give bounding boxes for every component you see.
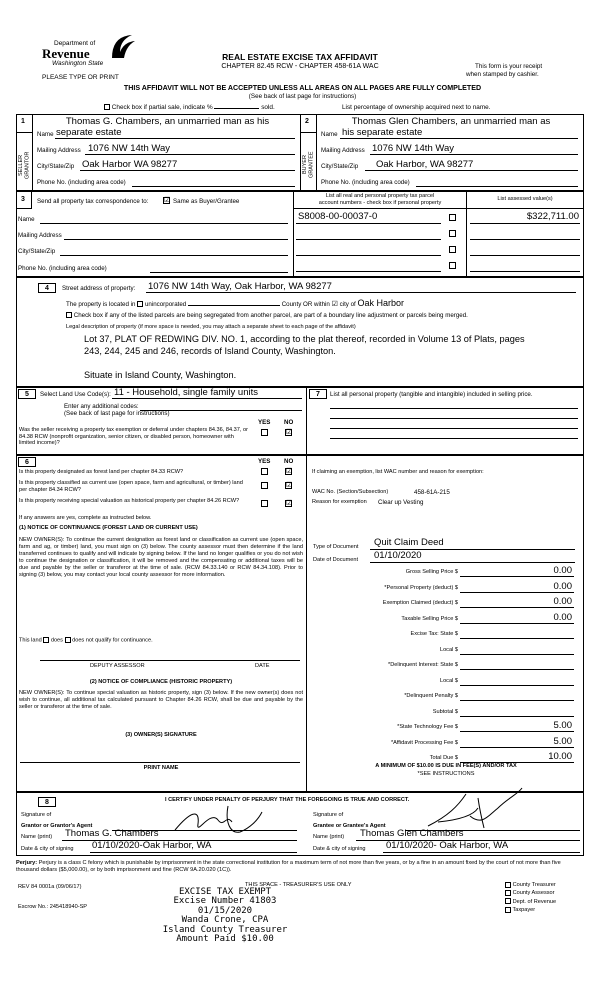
seller-city-value[interactable]: Oak Harbor WA 98277: [82, 159, 178, 170]
grantor-signature-icon: [170, 802, 265, 840]
parcel-number-1[interactable]: S8008-00-00037-0: [298, 211, 378, 222]
escrow-number: Escrow No.: 245418940-SP: [18, 904, 88, 910]
seller-name-line1: Thomas G. Chambers, an unmarried man as his: [65, 116, 270, 127]
stamp-line: Excise Number 41803: [173, 896, 277, 907]
reason-value[interactable]: Clear up Vesting: [378, 499, 424, 506]
sec6-question-2: Is this property classified as current use (open space, farm and agricultural, or timber) land per chapter 84.34 RCW?: [19, 480, 243, 493]
stamp-line: Island County Treasurer: [162, 924, 288, 935]
grantee-name-label: Name (print): [313, 834, 345, 840]
dept-line: Department of: [54, 40, 96, 47]
same-as-buyer-label: Same as Buyer/Grantee: [173, 198, 240, 205]
personal-property-checkbox-4[interactable]: [449, 262, 456, 269]
personal-property-label: List all personal property (tangible and intangible) included in selling price.: [330, 391, 533, 398]
gross-selling-price-value[interactable]: 0.00: [553, 565, 572, 576]
sec5-yes-checkbox[interactable]: [261, 429, 268, 436]
partial-sale: Check box if partial sale, indicate % sold.: [104, 104, 275, 112]
distribution-item: Taxpayer: [505, 906, 556, 914]
stamp-line: 01/15/2020: [197, 905, 253, 916]
legal-description-line2: 243, 244, 245 and 246, records of Island County, Washington.: [84, 346, 336, 356]
doc-date-value[interactable]: 01/10/2020: [374, 550, 422, 561]
distribution-item: County Assessor: [505, 889, 556, 897]
wac-label: WAC No. (Section/Subsection): [312, 489, 389, 495]
reason-label: Reason for exemption: [312, 499, 367, 505]
section-1-number: 1: [21, 118, 25, 125]
fee-row: *Delinquent Penalty $: [312, 688, 582, 704]
rev-number: REV 84 0001a (09/06/17): [18, 884, 82, 890]
fee-row: Gross Selling Price $ 0.00: [405, 565, 572, 576]
personal-property-checkbox-2[interactable]: [449, 230, 456, 237]
buyer-name-line1: Thomas Glen Chambers, an unmarried man as: [351, 116, 551, 127]
grantee-sig-label: Signature of: [313, 812, 344, 818]
grantee-agent-label: Grantee or Grantee's Agent: [313, 823, 386, 829]
grantee-name-value[interactable]: Thomas Glen Chambers: [360, 828, 464, 839]
distribution-item: County Treasurer: [505, 881, 556, 889]
sec6-no-header: NO: [284, 458, 294, 465]
certify-statement: I CERTIFY UNDER PENALTY OF PERJURY THAT THE FOREGOING IS TRUE AND CORRECT.: [165, 797, 410, 803]
correspondence-address-label: Mailing Address: [18, 232, 62, 239]
fee-row: Excise Tax: State $: [312, 626, 582, 642]
doc-type-value[interactable]: Quit Claim Deed: [374, 537, 444, 548]
legal-description-line3: Situate in Island County, Washington.: [84, 370, 237, 380]
state-line: Washington State: [52, 59, 104, 67]
any-answers-yes: If any answers are yes, complete as instructed below.: [19, 515, 152, 521]
please-type: PLEASE TYPE OR PRINT: [42, 74, 119, 81]
does-not-checkbox[interactable]: [65, 637, 71, 643]
form-chapter: CHAPTER 82.45 RCW - CHAPTER 458-61A WAC: [221, 63, 379, 70]
section-8-number: 8: [38, 797, 56, 807]
land-qualify: This land does does not qualify for continuance.: [19, 637, 153, 644]
unincorporated-checkbox[interactable]: [137, 301, 143, 307]
seller-city-label: City/State/Zip: [37, 163, 75, 170]
sec5-no-header: NO: [284, 419, 294, 426]
sec6-question-3: Is this property receiving special valuation as historical property per chapter 84.26 RCW?: [19, 498, 240, 504]
warning-line: THIS AFFIDAVIT WILL NOT BE ACCEPTED UNLESS ALL AREAS ON ALL PAGES ARE FULLY COMPLETED: [123, 84, 482, 92]
owner-signature-label: (3) OWNER(S) SIGNATURE: [125, 732, 197, 738]
grantee-date-value[interactable]: 01/10/2020- Oak Harbor, WA: [386, 840, 509, 851]
receipt-line1: This form is your receipt: [475, 63, 543, 70]
seller-address-value[interactable]: 1076 NW 14th Way: [88, 143, 171, 154]
property-location: The property is located in unincorporated County OR within ☑ city of Oak Harbor: [66, 298, 405, 308]
fee-row: Local $: [312, 673, 582, 689]
correspondence-city-label: City/State/Zip: [18, 248, 56, 255]
fee-row: Subtotal $: [312, 704, 582, 720]
sec6-q2-no-checkbox[interactable]: ☑: [286, 482, 293, 489]
additional-codes-label: Enter any additional codes:: [64, 403, 139, 410]
seller-name-line2[interactable]: separate estate: [56, 127, 122, 138]
street-address-label: Street address of property:: [62, 285, 136, 292]
city-checkbox[interactable]: ☑: [331, 301, 338, 308]
treasurer-use-only: THIS SPACE - TREASURER'S USE ONLY: [245, 882, 352, 888]
notice-2-text: NEW OWNER(S): To continue special valuation as historic property, sign (3) below. If the new owner(s) does not wish to continue, all additional tax calculated pursuant to Chapter 84.26 RCW, shall be due and payable by the seller or transferor at the time of sale.: [19, 690, 303, 710]
buyer-phone-label: Phone No. (including area code): [321, 179, 410, 186]
same-as-buyer-checkbox[interactable]: ☑: [164, 197, 171, 204]
fee-row: Exemption Claimed (deduct) $ 0.00: [382, 596, 572, 607]
dor-logo: [42, 40, 152, 68]
fee-row: Local $: [312, 642, 582, 658]
assessed-header: List assessed value(s): [497, 196, 553, 202]
fee-table: [312, 564, 582, 782]
fee-row: Taxable Selling Price $ 0.00: [401, 611, 572, 623]
ownership-note: List percentage of ownership acquired next to name.: [342, 104, 491, 111]
form-title: REAL ESTATE EXCISE TAX AFFIDAVIT: [222, 52, 378, 62]
sec6-q3-yes-checkbox[interactable]: [261, 500, 268, 507]
seller-address-label: Mailing Address: [37, 147, 81, 154]
section-3-number: 3: [21, 196, 25, 203]
sec5-no-checkbox[interactable]: ☑: [286, 429, 293, 436]
legal-description-line1: Lot 37, PLAT OF REDWING DIV. NO. 1, according to the plat thereof, recorded in Volume 13 of Plats, pages: [84, 334, 525, 344]
sec6-yes-header: YES: [258, 458, 271, 465]
seller-grantor-label: SELLER GRANTOR: [18, 151, 31, 179]
section-2-number: 2: [305, 118, 309, 125]
buyer-name-label: Name: [321, 131, 338, 138]
grantor-sig-label: Signature of: [21, 812, 52, 818]
sec6-q1-yes-checkbox[interactable]: [261, 468, 268, 475]
minimum-due: A MINIMUM OF $10.00 IS DUE IN FEE(S) AND/OR TAX: [375, 763, 517, 769]
does-checkbox[interactable]: [43, 637, 49, 643]
sec6-q3-no-checkbox[interactable]: ☑: [286, 500, 293, 507]
fee-row: *State Technology Fee $ 5.00: [397, 720, 572, 731]
see-instructions: *SEE INSTRUCTIONS: [417, 771, 475, 777]
assessed-value-1[interactable]: $322,711.00: [526, 211, 579, 222]
seller-name-label: Name: [37, 131, 54, 138]
deputy-date-label: DATE: [255, 663, 270, 669]
land-use-label: Select Land Use Code(s):: [40, 391, 111, 398]
treasurer-stamp: [150, 888, 300, 945]
state-technology-fee-value[interactable]: 5.00: [553, 720, 572, 731]
correspondence-phone-label: Phone No. (including area code): [18, 265, 107, 272]
buyer-address-label: Mailing Address: [321, 147, 365, 154]
grantor-name-label: Name (print): [21, 834, 53, 840]
fee-row: *Affidavit Processing Fee $ 5.00: [390, 735, 572, 747]
revenue-swoosh-icon: [108, 32, 138, 62]
grantor-name-value[interactable]: Thomas G. Chambers: [65, 828, 159, 839]
correspondence-name-label: Name: [18, 216, 35, 223]
doc-date-label: Date of Document: [313, 557, 359, 563]
grantor-date-value[interactable]: 01/10/2020-Oak Harbor, WA: [92, 840, 212, 851]
buyer-name-line2[interactable]: his separate estate: [342, 127, 423, 138]
sec6-q2-yes-checkbox[interactable]: [261, 482, 268, 489]
grantee-signature-icon: [418, 786, 528, 834]
sec6-q1-no-checkbox[interactable]: ☑: [286, 468, 293, 475]
buyer-city-label: City/State/Zip: [321, 163, 359, 170]
notice-1-text: NEW OWNER(S): To continue the current designation as forest land or classification as current use (open space, farm and ag, or timber) land, you must sign on (3) below. The county assessor must then determine if the land transferred continues to qualify and will indicate by signing below. If the land no longer qualifies or you do not wish to continue the designation or classification, it will be removed and the compensating or additional taxes will be due and payable by the seller or transferor at the time of sale. (RCW 84.33.140 or RCW 84.34.108). Prior to signing (3) below, you may contact your local county assessor for more information.: [19, 537, 303, 578]
personal-property-deduct-value[interactable]: 0.00: [553, 580, 572, 592]
total-due-value[interactable]: 10.00: [548, 751, 572, 762]
land-use-value[interactable]: 11 - Household, single family units: [114, 387, 258, 398]
parcel-header-line1: List all real and personal property tax parcel: [325, 193, 435, 199]
revenue-word: Revenue: [42, 45, 90, 61]
exemption-claimed-value[interactable]: 0.00: [553, 596, 572, 607]
taxable-selling-price-value[interactable]: 0.00: [553, 611, 572, 623]
section-4-number: 4: [38, 283, 56, 293]
fee-row: Total Due $ 10.00: [429, 751, 572, 762]
buyer-address-value[interactable]: 1076 NW 14th Way: [372, 143, 455, 154]
exemption-label: If claiming an exemption, list WAC number and reason for exemption:: [312, 469, 484, 475]
section-6-number: 6: [18, 457, 36, 467]
section-7-number: 7: [309, 389, 327, 399]
grantor-date-label: Date & city of signing: [21, 846, 74, 852]
sec6-question-1: Is this property designated as forest land per chapter 84.33 RCW?: [19, 469, 184, 475]
personal-property-checkbox-1[interactable]: [449, 214, 456, 221]
warning-sub: (See back of last page for instructions): [248, 93, 357, 100]
buyer-grantee-label: BUYER GRANTEE: [302, 151, 315, 179]
notice-1-title: (1) NOTICE OF CONTINUANCE (FOREST LAND OR CURRENT USE): [19, 525, 198, 531]
grantee-date-label: Date & city of signing: [313, 846, 366, 852]
seller-phone-label: Phone No. (including area code): [37, 179, 126, 186]
additional-codes-note: (See back of last page for instructions): [64, 410, 170, 417]
parcel-header-line2: account numbers - check box if personal property: [318, 200, 442, 206]
receipt-line2: when stamped by cashier.: [466, 71, 539, 78]
stamp-line: EXCISE TAX EXEMPT: [178, 887, 272, 897]
perjury-notice: Perjury: Perjury is a class C felony which is punishable by imprisonment in the state correctional institution for a maximum term of not more than five years, or by a fine in an amount fixed by the court of not more than five thousand dollars ($5,000.00), or by both imprisonment and fine (RCW 9A.20.020 (1C)).: [16, 860, 561, 873]
print-name-label: PRINT NAME: [143, 765, 179, 771]
stamp-line: Amount Paid $10.00: [176, 934, 274, 945]
deputy-assessor-label: DEPUTY ASSESSOR: [90, 663, 145, 669]
distribution-list: [505, 881, 556, 915]
sec5-yes-header: YES: [258, 419, 271, 426]
partial-sale-checkbox[interactable]: [104, 104, 110, 110]
personal-property-checkbox-3[interactable]: [449, 246, 456, 253]
section-5-number: 5: [18, 389, 36, 399]
city-of-value[interactable]: Oak Harbor: [357, 298, 405, 308]
segregated-line: Check box if any of the listed parcels are being segregated from another parcel, are part of a boundary line adjustment or parcels being merged.: [66, 312, 468, 319]
street-address-value[interactable]: 1076 NW 14th Way, Oak Harbor, WA 98277: [148, 281, 332, 292]
grantor-agent-label: Grantor or Grantor's Agent: [21, 823, 93, 829]
fee-row: *Delinquent Interest: State $: [312, 657, 582, 673]
buyer-city-value[interactable]: Oak Harbor, WA 98277: [376, 159, 474, 170]
notice-2-title: (2) NOTICE OF COMPLIANCE (HISTORIC PROPERTY): [89, 679, 233, 685]
doc-type-label: Type of Document: [313, 544, 359, 550]
legal-description-label: Legal description of property (if more space is needed, you may attach a separate sheet to each page of the affidavit): [66, 324, 356, 330]
stamp-line: Wanda Crone, CPA: [181, 915, 269, 926]
wac-value[interactable]: 458-61A-215: [414, 489, 450, 496]
fee-row: *Personal Property (deduct) $ 0.00: [384, 580, 572, 592]
send-correspondence-label: Send all property tax correspondence to:: [37, 198, 149, 205]
sec5-question: Was the seller receiving a property tax exemption or deferral under chapters 84.36, 84.37, or 84.38 RCW (nonprofit organization, senior citizen, or disabled person, homeowner with limited income)?: [19, 427, 248, 447]
distribution-item: Dept. of Revenue: [505, 898, 556, 906]
segregated-checkbox[interactable]: [66, 312, 72, 318]
affidavit-processing-fee-value[interactable]: 5.00: [553, 735, 572, 747]
